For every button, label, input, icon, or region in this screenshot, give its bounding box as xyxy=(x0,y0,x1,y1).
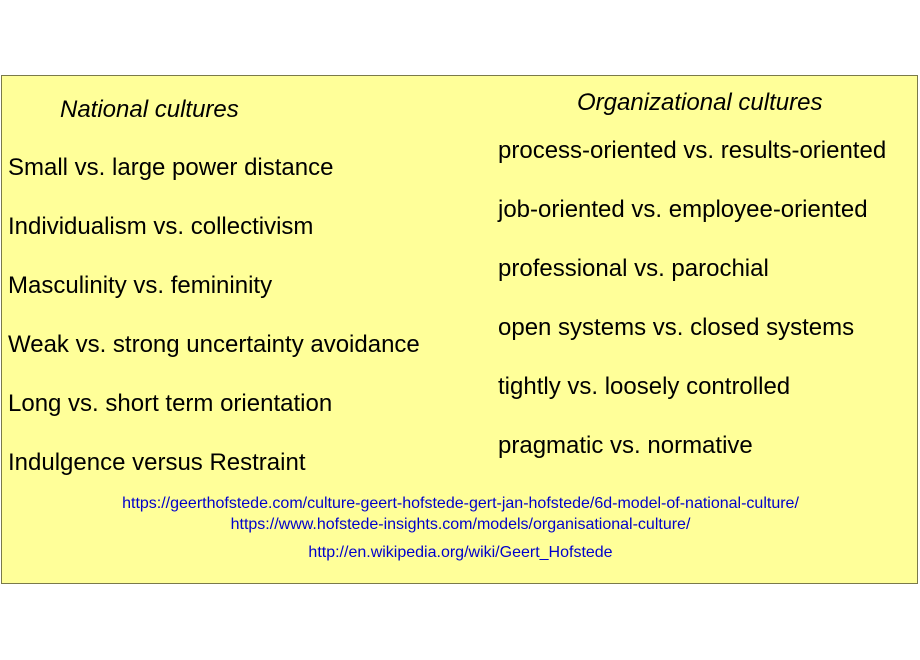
org-item-tightly-loosely: tightly vs. loosely controlled xyxy=(498,373,791,400)
link-wikipedia[interactable]: http://en.wikipedia.org/wiki/Geert_Hofstede xyxy=(308,544,613,561)
link-hofstede-insights[interactable]: https://www.hofstede-insights.com/models/organisational-culture/ xyxy=(230,516,691,533)
org-item-open-closed-systems: open systems vs. closed systems xyxy=(498,314,855,341)
link-geerthofstede[interactable]: https://geerthofstede.com/culture-geert-hofstede-gert-jan-hofstede/6d-model-of-national-culture/ xyxy=(122,495,799,512)
national-item-uncertainty-avoidance: Weak vs. strong uncertainty avoidance xyxy=(8,331,420,358)
org-item-job-employee: job-oriented vs. employee-oriented xyxy=(498,196,868,223)
org-item-pragmatic-normative: pragmatic vs. normative xyxy=(498,432,753,459)
national-item-power-distance: Small vs. large power distance xyxy=(8,154,334,181)
national-item-masculinity: Masculinity vs. femininity xyxy=(8,272,273,299)
national-item-individualism: Individualism vs. collectivism xyxy=(8,213,314,240)
national-item-term-orientation: Long vs. short term orientation xyxy=(8,390,333,417)
org-item-process-results: process-oriented vs. results-oriented xyxy=(498,137,887,164)
organizational-cultures-heading: Organizational cultures xyxy=(577,89,823,116)
content-panel xyxy=(1,75,918,584)
national-item-indulgence: Indulgence versus Restraint xyxy=(8,449,306,476)
national-cultures-heading: National cultures xyxy=(60,96,239,123)
org-item-professional-parochial: professional vs. parochial xyxy=(498,255,769,282)
